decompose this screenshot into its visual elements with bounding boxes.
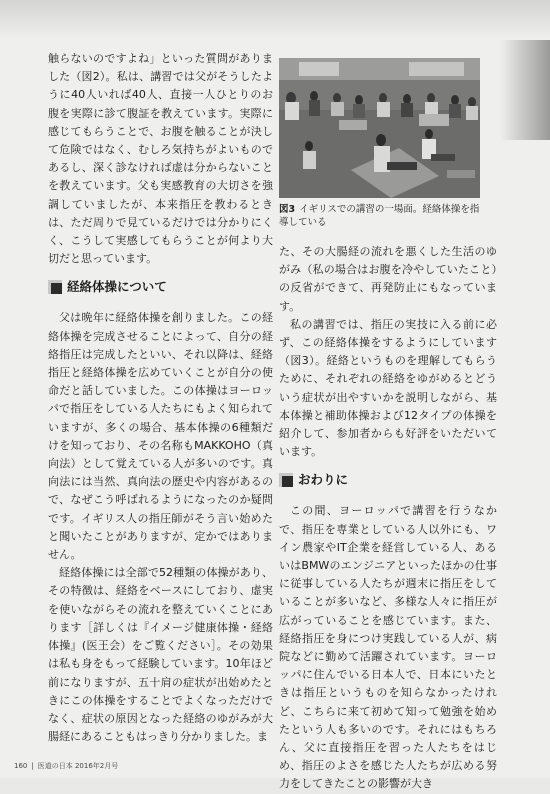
- issue-date: 2016年2月号: [74, 762, 119, 770]
- heading-square-icon: [279, 473, 293, 487]
- workshop-photo-illustration: [279, 58, 480, 198]
- right-paragraph-2: 私の講習では、指圧の実技に入る前に必ず、この経絡体操をするようにしています（図3）。経絡というものを理解してもらうために、それぞれの経絡をゆがめるとどういう症状が出やすいかを説明しながら、基本体操と補助体操および12タイプの体操を紹介して、参加者からも好評をいただいています。: [279, 317, 497, 459]
- right-paragraph-1: た、その大腸経の流れを悪くした生活のゆがみ（私の場合はお腹を冷やしていたこと）の反省ができて、再発防止にもなっています。: [279, 245, 497, 313]
- section-heading-owarini: [279, 471, 497, 489]
- section-heading-text: おわりに: [298, 472, 349, 488]
- right-paragraph-3: この間、ヨーロッパで講習を行うなかで、指圧を専業としている人以外にも、ワイン農家やIT企業を経営している人、あるいはBMWのエンジニアといったほかの仕事に従事している人たちが週末に指圧をしていることが多いなど、多様な人々に指圧が広がっていることを感じています。また、経絡指圧を身につけ実践している人が、病院などに勤めて活躍されています。ヨーロッパに住んでいる日本人で、日本にいたときは指圧というものを知らなかったけれど、こちらに来て初めて知って勉強を始めたという人も多いのです。それにはもちろん、父に直接指圧を習った人たちをはじめ、指圧のよさを感じた人たちが広める努力をしてきたことの影響が大き: [279, 504, 497, 791]
- section-heading-text: 経絡体操について: [67, 279, 167, 295]
- section-heading-keiraku-taiso: [48, 278, 273, 296]
- figure-3-caption: [279, 203, 484, 229]
- publication-name: 医道の日本: [37, 762, 73, 770]
- left-column: [48, 50, 273, 746]
- scan-shadow-right: [500, 40, 550, 140]
- figure-3-photo: [279, 58, 480, 198]
- left-paragraph-2: 父は晩年に経絡体操を創りました。この経絡体操を完成させることによって、自分の経絡指圧は完成したといい、それ以降は、経絡指圧と経絡体操を広めていくことが自分の使命だと話していました。この体操はヨーロッパで指圧をしている人たちにもよく知られていますが、多くの場合、基本体操の6種類だけを知っており、その名称もMAKKOHO（真向法）として覚えている人が多いのです。真向法には当然、真向法の歴史や内容があるので、なぜこう呼ばれるようになったのか疑問です。イギリス人の指圧師がそう言い始めたと聞いたことがありますが、定かではありません。: [48, 311, 273, 562]
- page-number: 160: [14, 762, 28, 770]
- page-footer: 160 | 医道の日本 2016年2月号: [14, 762, 119, 770]
- figure-label: 図3: [279, 204, 296, 215]
- left-paragraph-1: 触らないのですよね」といった質問がありました（図2）。私は、講習では父がそうしたように40人いれば40人、直接一人ひとりのお腹を実際に診て腹証を教えています。実際に感じてもらうことで、お腹を触ることが決して危険ではなく、むしろ気持ちがよいものであるし、深く診なければ虚は分からないことを教えています。父も実感教育の大切さを強調していましたが、本来指圧を教わるときは、ただ周りで見ているだけでは分かりにくく、こうして実感してもらうことが何より大切だと思っています。: [48, 52, 273, 266]
- scan-shadow-top: [0, 0, 550, 40]
- figure-caption-text: イギリスでの講習の一場面。経絡体操を指導している: [279, 204, 480, 228]
- left-paragraph-3: 経絡体操には全部で52種類の体操があり、その特徴は、経絡をベースにしており、虚実を使いながらその流れを整えていくことにあります［詳しくは『イメージ健康体操・経絡体操』(医王会）をご覧ください］。その効果は私も身をもって経験しています。10年ほど前になりますが、五十肩の症状が出始めたときにこの体操をすることでよくなっただけでなく、症状の原因となった経絡のゆがみが大腸経にあることもはっきり分かりました。ま: [48, 566, 273, 744]
- heading-square-icon: [48, 280, 62, 294]
- right-column: [279, 243, 497, 794]
